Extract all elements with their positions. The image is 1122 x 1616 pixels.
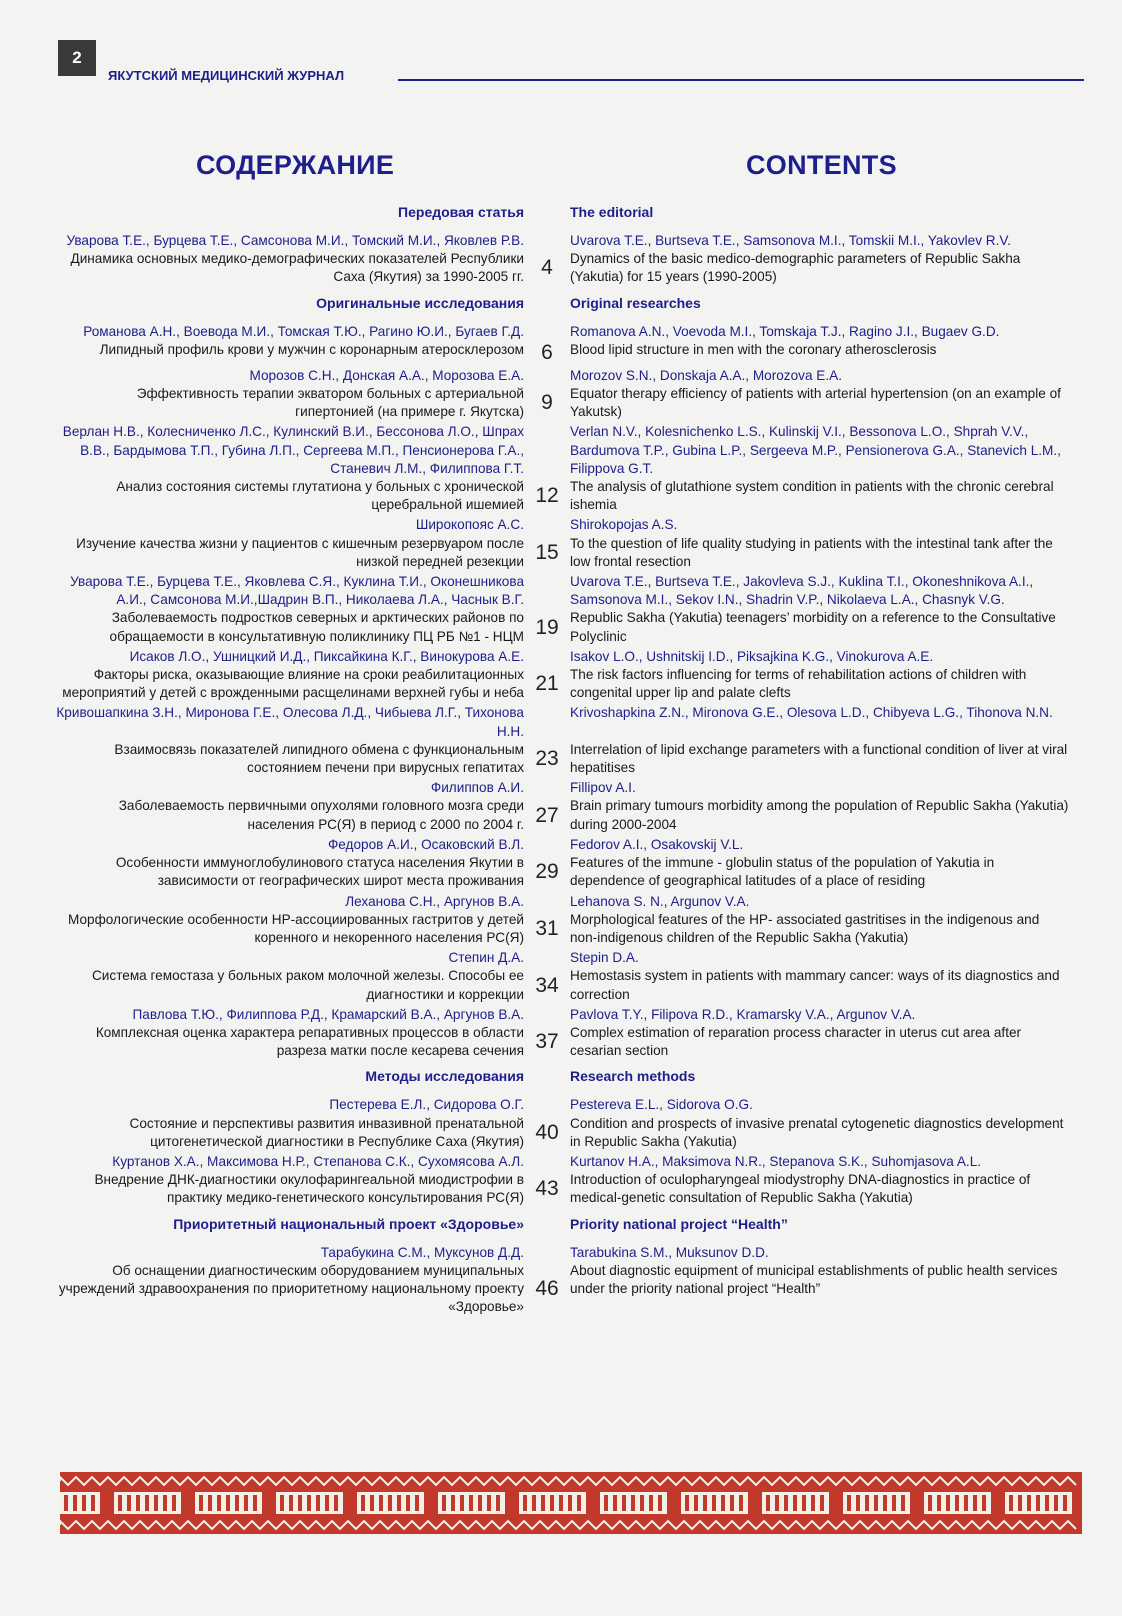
ornament-bar bbox=[685, 1495, 689, 1511]
article-title-en: The analysis of glutathione system condition in patients with the chronic cerebral ishemia bbox=[570, 479, 1054, 513]
ornament-bar bbox=[649, 1495, 653, 1511]
authors-ru: Куртанов Х.А., Максимова Н.Р., Степанова С.К., Сухомясова А.Л. bbox=[112, 1153, 524, 1169]
page-ref: 31 bbox=[535, 916, 559, 940]
ornament-bar bbox=[973, 1495, 977, 1511]
authors-en: Romanova A.N., Voevoda M.I., Tomskaja T.J., Ragino J.I., Bugaev G.D. bbox=[570, 323, 1000, 339]
ornament-bar bbox=[577, 1495, 581, 1511]
ornament-bar bbox=[478, 1495, 482, 1511]
ornament-bar bbox=[802, 1495, 806, 1511]
authors-ru: Леханова С.Н., Аргунов В.А. bbox=[345, 893, 524, 909]
article-title-en: Republic Sakha (Yakutia) teenagers’ morbidity on a reference to the Consultative Polyclinic bbox=[570, 610, 1056, 644]
ornament-bar bbox=[721, 1495, 725, 1511]
ornament-bar bbox=[856, 1495, 860, 1511]
section-heading bbox=[0, 1214, 1122, 1234]
authors-row bbox=[0, 367, 1122, 385]
section-heading bbox=[0, 293, 1122, 313]
ornament-bar bbox=[496, 1495, 500, 1511]
ornament-bar bbox=[379, 1495, 383, 1511]
article-title-en: Hemostasis system in patients with mammary cancer: ways of its diagnostics and correction bbox=[570, 968, 1060, 1002]
ornament-bar bbox=[172, 1495, 176, 1511]
ornament-bar bbox=[316, 1495, 320, 1511]
ornament-block bbox=[100, 1492, 114, 1514]
ornament-bar bbox=[199, 1495, 203, 1511]
authors-row bbox=[0, 1006, 1122, 1024]
ornament-bar bbox=[883, 1495, 887, 1511]
ornament-bar bbox=[208, 1495, 212, 1511]
article-title-ru: Динамика основных медико-демографических показателей Республики Саха (Якутия) за 1990-2005 гг. bbox=[70, 251, 524, 285]
ornament-block bbox=[262, 1492, 276, 1514]
page-ref: 12 bbox=[535, 484, 559, 508]
ornament-bar bbox=[469, 1495, 473, 1511]
authors-ru: Пестерева Е.Л., Сидорова О.Г. bbox=[329, 1097, 524, 1113]
article-title-ru: Комплексная оценка характера репаративных процессов в области разреза матки после кесарева сечения bbox=[95, 1024, 524, 1059]
authors-row bbox=[0, 704, 1122, 740]
page-ref: 37 bbox=[535, 1030, 559, 1054]
authors-row bbox=[0, 516, 1122, 534]
article-title-ru: Взаимосвязь показателей липидного обмена с функциональным состоянием печени при вирусных гепатитах bbox=[114, 741, 524, 776]
ornament-bar bbox=[1009, 1495, 1013, 1511]
article-row bbox=[0, 478, 1122, 514]
authors-en: Fillipov A.I. bbox=[570, 780, 636, 796]
article-row bbox=[0, 911, 1122, 947]
page-ref: 15 bbox=[535, 540, 559, 564]
ornament-bar bbox=[568, 1495, 572, 1511]
ornament-block bbox=[181, 1492, 195, 1514]
section-title-ru: Методы исследования bbox=[365, 1068, 524, 1085]
section-title-en: The editorial bbox=[570, 204, 654, 220]
article-title-ru: Факторы риска, оказывающие влияние на сроки реабилитационных мероприятий у детей с врожденными расщелинами верхней губы и неба bbox=[62, 667, 524, 701]
page-ref: 40 bbox=[535, 1120, 559, 1144]
article-title-en: Interrelation of lipid exchange parameters with a functional condition of liver at viral hepatitises bbox=[570, 741, 1068, 776]
ornament-bar bbox=[541, 1495, 545, 1511]
article-title-ru: Состояние и перспективы развития инвазивной пренатальной цитогенетической диагностики в Республике Саха (Якутия) bbox=[129, 1115, 524, 1149]
ornament-bar bbox=[901, 1495, 905, 1511]
section-title-en: Original researches bbox=[570, 294, 701, 311]
ornament-bar bbox=[442, 1495, 446, 1511]
ornament-bar bbox=[397, 1495, 401, 1511]
page-ref: 9 bbox=[541, 391, 553, 415]
ornament-bar bbox=[739, 1495, 743, 1511]
ornament-bar bbox=[631, 1495, 635, 1511]
authors-row bbox=[0, 1153, 1122, 1171]
article-title-ru: Липидный профиль крови у мужчин с коронарным атеросклерозом bbox=[99, 341, 524, 357]
article-title-ru: Заболеваемость первичными опухолями головного мозга среди населения РС(Я) в период с 2000 по 2004 г. bbox=[118, 798, 524, 832]
ornament-pattern bbox=[60, 1472, 1082, 1534]
ornament-bar bbox=[1027, 1495, 1031, 1511]
article-title-ru: Эффективность терапии экватором больных с артериальной гипертонией (на примере г. Якутска) bbox=[136, 386, 524, 420]
authors-row bbox=[0, 323, 1122, 341]
article-title-en: Introduction of oculopharyngeal miodystrophy DNA-diagnostics in practice of medical-genetic consultation of Republic Sakha (Yakutia) bbox=[570, 1172, 1031, 1206]
article-title-en: About diagnostic equipment of municipal establishments of public health services under the priority national project “Health” bbox=[570, 1262, 1058, 1296]
ornament-bar bbox=[847, 1495, 851, 1511]
section-title-en: Priority national project “Health” bbox=[570, 1215, 788, 1232]
article-title-ru: Об оснащении диагностическим оборудованием муниципальных учреждений здравоохранения по приоритетному национальному проекту «Здоровье» bbox=[58, 1262, 524, 1315]
ornament-bar bbox=[640, 1495, 644, 1511]
article-row bbox=[0, 967, 1122, 1003]
article-title-ru: Особенности иммуноглобулинового статуса населения Якутии в зависимости от географических широт места проживания bbox=[115, 855, 524, 889]
ornament-bar bbox=[559, 1495, 563, 1511]
ornament-bar bbox=[361, 1495, 365, 1511]
ornament-bar bbox=[253, 1495, 257, 1511]
article-title-ru: Система гемостаза у больных раком молочной железы. Способы ее диагностики и коррекции bbox=[91, 968, 524, 1002]
ornament-bar bbox=[244, 1495, 248, 1511]
ornament-bar bbox=[235, 1495, 239, 1511]
authors-ru: Павлова Т.Ю., Филиппова Р.Д., Крамарский В.А., Аргунов В.А. bbox=[132, 1006, 524, 1022]
authors-en: Isakov L.O., Ushnitskij I.D., Piksajkina K.G., Vinokurova A.E. bbox=[570, 648, 934, 664]
authors-ru: Тарабукина С.М., Муксунов Д.Д. bbox=[320, 1244, 524, 1260]
article-title-en: Complex estimation of reparation process character in uterus cut area after cesarian section bbox=[570, 1024, 1022, 1059]
ornament-bar bbox=[226, 1495, 230, 1511]
authors-row bbox=[0, 836, 1122, 854]
ornament-bar bbox=[154, 1495, 158, 1511]
ornament-block bbox=[343, 1492, 357, 1514]
article-title-en: Morphological features of the HP- associated gastritises in the indigenous and non-indigenous children of the Republic Sakha (Yakutia) bbox=[570, 911, 1040, 945]
ornament-bar bbox=[550, 1495, 554, 1511]
authors-row bbox=[0, 1096, 1122, 1114]
article-title-en: To the question of life quality studying in patients with the intestinal tank after the low frontal resection bbox=[570, 535, 1053, 569]
ornament-bar bbox=[289, 1495, 293, 1511]
ornament-bar bbox=[820, 1495, 824, 1511]
authors-row bbox=[0, 893, 1122, 911]
authors-ru: Федоров А.И., Осаковский В.Л. bbox=[327, 836, 524, 852]
ornament-bar bbox=[487, 1495, 491, 1511]
ornament-bar bbox=[73, 1495, 77, 1511]
contents-title-ru: СОДЕРЖАНИЕ bbox=[196, 150, 395, 180]
authors-en: Stepin D.A. bbox=[570, 950, 639, 966]
ornament-block bbox=[586, 1492, 600, 1514]
article-row bbox=[0, 1171, 1122, 1207]
ornament-bar bbox=[784, 1495, 788, 1511]
ornament-bar bbox=[955, 1495, 959, 1511]
article-row bbox=[0, 666, 1122, 702]
article-title-ru: Анализ состояния системы глутатиона у больных с хронической церебральной ишемией bbox=[116, 479, 524, 513]
header-rule bbox=[398, 79, 1084, 81]
ornament-block bbox=[505, 1492, 519, 1514]
ornament-bar bbox=[658, 1495, 662, 1511]
ornament-bar bbox=[694, 1495, 698, 1511]
article-row bbox=[0, 854, 1122, 890]
ornament-bar bbox=[280, 1495, 284, 1511]
ornament-bar bbox=[766, 1495, 770, 1511]
page-header bbox=[58, 40, 1084, 82]
ornament-bar bbox=[1036, 1495, 1040, 1511]
ornament-bar bbox=[730, 1495, 734, 1511]
ornament-bar bbox=[811, 1495, 815, 1511]
ornament-bar bbox=[1063, 1495, 1067, 1511]
ornament-bar bbox=[1045, 1495, 1049, 1511]
ornamental-border bbox=[60, 1472, 1082, 1534]
authors-en: Morozov S.N., Donskaja A.A., Morozova E.A. bbox=[570, 367, 842, 383]
ornament-bar bbox=[928, 1495, 932, 1511]
authors-en: Tarabukina S.M., Muksunov D.D. bbox=[570, 1244, 769, 1260]
ornament-bar bbox=[127, 1495, 131, 1511]
authors-ru: Филиппов А.И. bbox=[430, 780, 524, 796]
article-title-en: Equator therapy efficiency of patients with arterial hypertension (on an example of Yakutsk) bbox=[570, 386, 1061, 420]
authors-row bbox=[0, 573, 1122, 609]
ornament-bar bbox=[325, 1495, 329, 1511]
section-heading bbox=[0, 1066, 1122, 1086]
authors-en: Kurtanov H.A., Maksimova N.R., Stepanova S.K., Suhomjasova A.L. bbox=[570, 1153, 982, 1169]
article-row bbox=[0, 385, 1122, 421]
article-title-en: Condition and prospects of invasive prenatal cytogenetic diagnostics development in Republic Sakha (Yakutia) bbox=[570, 1115, 1064, 1149]
ornament-bar bbox=[1054, 1495, 1058, 1511]
authors-en: Pavlova T.Y., Filipova R.D., Kramarsky V.A., Argunov V.A. bbox=[570, 1006, 916, 1022]
authors-ru: Широкопояс А.С. bbox=[415, 517, 524, 533]
ornament-bar bbox=[118, 1495, 122, 1511]
article-row bbox=[0, 250, 1122, 286]
article-row bbox=[0, 341, 1122, 365]
authors-ru: Верлан Н.В., Колесниченко Л.С., Кулинский В.И., Бессонова Л.О., Шпрах В.В., Бардымова Т.П., Губина Л.П., Сергеева М.П., Пенсионерова Г.А., Станевич Л.М., Филиппова Г.Т. bbox=[62, 424, 524, 476]
ornament-bar bbox=[163, 1495, 167, 1511]
ornament-block bbox=[991, 1492, 1005, 1514]
authors-en: Verlan N.V., Kolesnichenko L.S., Kulinskij V.I., Bessonova L.O., Shprah V.V., Bardumova T.P., Gubina L.P., Sergeeva M.P., Pensionerova G.A., Stanevich L.M., Filippova G.T. bbox=[570, 424, 1061, 476]
ornament-bar bbox=[307, 1495, 311, 1511]
section-title-ru: Оригинальные исследования bbox=[316, 294, 524, 311]
authors-ru: Морозов С.Н., Донская А.А., Морозова Е.А. bbox=[249, 367, 524, 383]
ornament-bar bbox=[793, 1495, 797, 1511]
ornament-bar bbox=[946, 1495, 950, 1511]
authors-en: Fedorov A.I., Osakovskij V.L. bbox=[570, 836, 744, 852]
ornament-bar bbox=[217, 1495, 221, 1511]
section-title-ru: Передовая статья bbox=[398, 204, 524, 220]
ornament-bar bbox=[415, 1495, 419, 1511]
journal-name: ЯКУТСКИЙ МЕДИЦИНСКИЙ ЖУРНАЛ bbox=[108, 68, 345, 83]
authors-row bbox=[0, 949, 1122, 967]
article-row bbox=[0, 797, 1122, 833]
ornament-bar bbox=[388, 1495, 392, 1511]
article-title-ru: Внедрение ДНК-диагностики окулофарингеальной миодистрофии в практику медико-генетического консультирования РС(Я) bbox=[94, 1172, 524, 1206]
authors-ru: Исаков Л.О., Ушницкий И.Д., Пиксайкина К.Г., Винокурова А.Е. bbox=[129, 648, 524, 664]
page-ref: 46 bbox=[535, 1277, 559, 1301]
contents-title-en: CONTENTS bbox=[746, 150, 897, 180]
page-ref: 43 bbox=[535, 1177, 559, 1201]
authors-ru: Уварова Т.Е., Бурцева Т.Е., Яковлева С.Я., Куклина Т.И., Оконешникова А.И., Самсонова М.И.,Шадрин В.П., Николаева Л.А., Часнык В.Г. bbox=[70, 574, 524, 608]
ornament-bar bbox=[1018, 1495, 1022, 1511]
authors-ru: Уварова Т.Е., Бурцева Т.Е., Самсонова М.И., Томский М.И., Яковлев Р.В. bbox=[66, 233, 524, 248]
authors-en: Lehanova S. N., Argunov V.A. bbox=[570, 893, 750, 909]
ornament-block bbox=[1072, 1492, 1082, 1514]
ornament-bar bbox=[136, 1495, 140, 1511]
ornament-bar bbox=[964, 1495, 968, 1511]
ornament-block bbox=[424, 1492, 438, 1514]
ornament-bar bbox=[406, 1495, 410, 1511]
article-title-en: Features of the immune - globulin status of the population of Yakutia in dependence of geographical latitudes of a place of residing bbox=[570, 855, 995, 889]
ornament-bar bbox=[298, 1495, 302, 1511]
authors-en: Uvarova T.E., Burtseva T.E., Samsonova M.I., Tomskii M.I., Yakovlev R.V. bbox=[570, 233, 1011, 248]
article-title-ru: Морфологические особенности НР-ассоциированных гастритов у детей коренного и некоренного населения РС(Я) bbox=[67, 911, 524, 945]
page-ref: 19 bbox=[535, 615, 559, 639]
article-row bbox=[0, 609, 1122, 645]
authors-row bbox=[0, 232, 1122, 250]
ornament-block bbox=[829, 1492, 843, 1514]
article-title-en: Dynamics of the basic medico-demographic parameters of Republic Sakha (Yakutia) for 15 years (1990-2005) bbox=[570, 251, 1021, 285]
authors-en: Shirokopojas A.S. bbox=[570, 517, 678, 533]
ornament-block bbox=[748, 1492, 762, 1514]
table-of-contents bbox=[0, 196, 1122, 1316]
ornament-bar bbox=[91, 1495, 95, 1511]
ornament-bar bbox=[82, 1495, 86, 1511]
ornament-bar bbox=[532, 1495, 536, 1511]
page-ref: 27 bbox=[535, 803, 559, 827]
authors-ru: Романова А.Н., Воевода М.И., Томская Т.Ю., Рагино Ю.И., Бугаев Г.Д. bbox=[83, 323, 524, 339]
authors-row bbox=[0, 648, 1122, 666]
ornament-block bbox=[667, 1492, 681, 1514]
page-ref: 23 bbox=[535, 747, 559, 771]
ornament-bar bbox=[613, 1495, 617, 1511]
ornament-bar bbox=[145, 1495, 149, 1511]
ornament-bar bbox=[523, 1495, 527, 1511]
ornament-bar bbox=[712, 1495, 716, 1511]
authors-en: Krivoshapkina Z.N., Mironova G.E., Olesova L.D., Chibyeva L.G., Tihonova N.N. bbox=[570, 705, 1053, 721]
authors-row bbox=[0, 779, 1122, 797]
ornament-bar bbox=[874, 1495, 878, 1511]
ornament-bar bbox=[451, 1495, 455, 1511]
article-title-en: The risk factors influencing for terms of rehabilitation actions of children with congenital upper lip and palate clefts bbox=[570, 667, 1027, 701]
page-ref: 29 bbox=[535, 860, 559, 884]
ornament-bar bbox=[64, 1495, 68, 1511]
page-ref: 34 bbox=[535, 973, 559, 997]
section-title-en: Research methods bbox=[570, 1068, 696, 1085]
ornament-bar bbox=[865, 1495, 869, 1511]
article-title-ru: Заболеваемость подростков северных и арктических районов по обращаемости в консультативную поликлинику ПЦ РБ №1 - НЦМ bbox=[109, 610, 524, 644]
ornament-bar bbox=[460, 1495, 464, 1511]
page-ref: 4 bbox=[541, 256, 553, 280]
ornament-bar bbox=[334, 1495, 338, 1511]
ornament-bar bbox=[937, 1495, 941, 1511]
article-row bbox=[0, 1115, 1122, 1151]
ornament-bar bbox=[892, 1495, 896, 1511]
article-row bbox=[0, 1262, 1122, 1317]
page-ref: 21 bbox=[535, 672, 559, 696]
article-row bbox=[0, 535, 1122, 571]
authors-en: Uvarova T.E., Burtseva T.E., Jakovleva S.J., Kuklina T.I., Okoneshnikova A.I., Samsonova M.I., Sekov I.N., Shadrin V.P., Nikolaeva L.A., Chasnyk V.G. bbox=[570, 574, 1034, 608]
article-row bbox=[0, 741, 1122, 777]
ornament-bar bbox=[703, 1495, 707, 1511]
article-row bbox=[0, 1024, 1122, 1060]
authors-row bbox=[0, 1244, 1122, 1262]
section-title-ru: Приоритетный национальный проект «Здоровье» bbox=[173, 1215, 524, 1232]
authors-en: Pestereva E.L., Sidorova O.G. bbox=[570, 1097, 753, 1113]
article-title-ru: Изучение качества жизни у пациентов с кишечным резервуаром после низкой передней резекции bbox=[76, 535, 524, 569]
authors-row bbox=[0, 423, 1122, 478]
ornament-bar bbox=[604, 1495, 608, 1511]
ornament-bar bbox=[775, 1495, 779, 1511]
page-ref: 6 bbox=[541, 340, 553, 364]
authors-ru: Степин Д.А. bbox=[448, 950, 524, 966]
page-number: 2 bbox=[58, 40, 96, 76]
article-title-en: Brain primary tumours morbidity among the population of Republic Sakha (Yakutia) during 2000-2004 bbox=[570, 798, 1069, 832]
authors-ru: Кривошапкина З.Н., Миронова Г.Е., Олесова Л.Д., Чибыева Л.Г., Тихонова Н.Н. bbox=[56, 705, 524, 739]
ornament-block bbox=[910, 1492, 924, 1514]
section-heading bbox=[0, 202, 1122, 222]
article-title-en: Blood lipid structure in men with the coronary atherosclerosis bbox=[570, 341, 937, 357]
ornament-bar bbox=[370, 1495, 374, 1511]
ornament-bar bbox=[982, 1495, 986, 1511]
ornament-bar bbox=[622, 1495, 626, 1511]
